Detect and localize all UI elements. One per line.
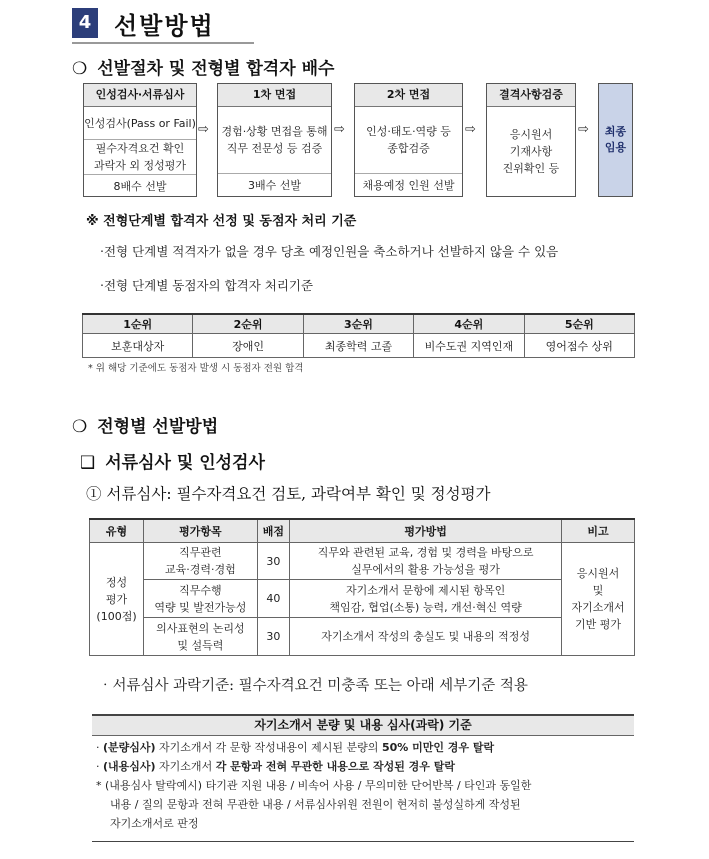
eval-method-cell bbox=[290, 580, 562, 618]
eval-text: 직무관련 bbox=[179, 546, 222, 559]
flow-step-head: 1차 면접 bbox=[218, 84, 331, 107]
rank-header: 5순위 bbox=[524, 314, 634, 334]
eval-text: 직무와 관련된 교육, 경험 및 경력을 바탕으로 bbox=[317, 546, 534, 559]
eval-text: 평가 bbox=[105, 592, 128, 606]
flow-step-verification bbox=[486, 83, 576, 197]
eval-header: 평가방법 bbox=[290, 519, 562, 543]
section-number-badge: 4 bbox=[72, 8, 98, 38]
arrow-right-icon: ⇨ bbox=[465, 122, 476, 137]
eval-text: 및 설득력 bbox=[177, 638, 224, 652]
heading-document-review bbox=[80, 448, 265, 473]
flow-text: 종합검증 bbox=[387, 142, 430, 155]
flow-text: 최종 bbox=[604, 125, 627, 138]
eval-item-cell bbox=[144, 543, 258, 580]
flow-text: 직무 전문성 등 검증 bbox=[226, 142, 323, 155]
rank-value: 장애인 bbox=[193, 334, 303, 358]
criteria-example-line: 자기소개서로 판정 bbox=[110, 817, 199, 830]
flow-step-quota: 3배수 선발 bbox=[248, 179, 301, 192]
evaluation-table bbox=[89, 518, 635, 656]
flow-text: 임용 bbox=[604, 141, 627, 154]
eval-text: 의사표현의 논리성 bbox=[156, 621, 245, 635]
rank-value: 최종학력 고졸 bbox=[303, 334, 413, 358]
eval-score-cell: 30 bbox=[257, 543, 289, 580]
criteria-bottom-rule bbox=[92, 841, 634, 842]
flow-text: 기재사항 bbox=[509, 145, 553, 158]
eval-score-cell: 30 bbox=[257, 618, 289, 656]
eval-text: 직무수행 bbox=[179, 583, 222, 597]
flow-text: 인성검사(Pass or Fail) bbox=[84, 116, 196, 130]
flow-step-head: 2차 면접 bbox=[355, 84, 462, 107]
criteria-example-line: * (내용심사 탈락예시) 타기관 지원 내용 / 비속어 사용 / 무의미한 단어반복 / 타인과 동일한 bbox=[96, 779, 532, 792]
arrow-right-icon: ⇨ bbox=[578, 122, 589, 137]
flow-step-body bbox=[84, 140, 196, 175]
eval-note-cell bbox=[562, 543, 635, 656]
tie-rank-table bbox=[82, 313, 635, 358]
criteria-line-quantity bbox=[92, 738, 634, 757]
eval-text: 기반 평가 bbox=[575, 618, 622, 631]
eval-text: 교육‧경력‧경험 bbox=[164, 563, 236, 576]
note-bullet: ‧전형 단계별 적격자가 없을 경우 당초 예정인원을 축소하거나 선발하지 않을 수 있음 bbox=[100, 244, 559, 259]
flow-step-head: 인성검사‧서류심사 bbox=[84, 84, 196, 107]
criteria-example-line: 내용 / 질의 문항과 전혀 무관한 내용 / 서류심사위원 전원이 현저히 불성실하게 작성된 bbox=[110, 798, 521, 811]
eval-score-cell: 40 bbox=[257, 580, 289, 618]
criteria-text: 50% 미만인 경우 탈락 bbox=[381, 741, 495, 754]
rank-footnote: * 위 해당 기준에도 동점자 발생 시 동점자 전원 합격 bbox=[88, 363, 304, 374]
flow-step-quota: 8배수 선발 bbox=[113, 180, 167, 193]
heading-text: 전형별 선발방법 bbox=[97, 417, 219, 437]
arrow-right-icon: ⇨ bbox=[334, 122, 345, 137]
eval-header: 비고 bbox=[562, 519, 635, 543]
eval-text: 책임감, 협업(소통) 능력, 개선‧혁신 역량 bbox=[329, 600, 522, 614]
eval-text: 응시원서 bbox=[576, 567, 620, 580]
heading-text: 서류심사 및 인성검사 bbox=[105, 453, 265, 473]
heading-selection-method bbox=[72, 412, 218, 437]
cover-letter-criteria-box bbox=[92, 714, 634, 833]
eval-header: 유형 bbox=[90, 519, 144, 543]
flow-text: 경험‧상황 면접을 통해 bbox=[221, 125, 328, 138]
flow-step-head: 결격사항검증 bbox=[487, 84, 575, 107]
flow-text: 필수자격요건 확인 bbox=[95, 142, 185, 155]
section-title: 선발방법 bbox=[114, 12, 215, 40]
rank-value: 보훈대상자 bbox=[83, 334, 193, 358]
flow-step-interview1 bbox=[217, 83, 332, 197]
heading-selection-procedure bbox=[72, 54, 334, 79]
rank-value: 비수도권 지역인재 bbox=[414, 334, 524, 358]
eval-text: 정성 bbox=[105, 575, 128, 589]
eval-item-cell bbox=[144, 618, 258, 656]
criteria-text: (내용심사) bbox=[103, 760, 156, 773]
fail-standard-line: ‧서류심사 과락기준: 필수자격요건 미충족 또는 아래 세부기준 적용 bbox=[98, 678, 528, 694]
rank-header: 3순위 bbox=[303, 314, 413, 334]
rank-header: 2순위 bbox=[193, 314, 303, 334]
circle-bullet-icon: ❍ bbox=[72, 59, 88, 79]
heading-text: 선발절차 및 전형별 합격자 배수 bbox=[97, 59, 335, 79]
eval-method-cell: 자기소개서 작성의 충실도 및 내용의 적정성 bbox=[290, 618, 562, 656]
flow-step-body bbox=[355, 107, 462, 174]
rank-header: 4순위 bbox=[414, 314, 524, 334]
circle-bullet-icon: ❍ bbox=[72, 417, 88, 437]
rank-value: 영어점수 상위 bbox=[524, 334, 634, 358]
flow-text: 과락자 외 정성평가 bbox=[93, 159, 186, 172]
eval-text: 실무에서의 활용 가능성을 평가 bbox=[351, 563, 500, 576]
square-bullet-icon: ❑ bbox=[80, 453, 96, 473]
flow-text: 인성‧태도‧역량 등 bbox=[366, 125, 451, 138]
flow-step-document bbox=[83, 83, 197, 197]
section-title-underline bbox=[72, 42, 254, 44]
eval-type-cell bbox=[90, 543, 144, 656]
criteria-text: · bbox=[96, 741, 103, 754]
flow-text: 응시원서 bbox=[509, 128, 553, 141]
criteria-text: (분량심사) bbox=[103, 741, 156, 754]
flow-step-body bbox=[487, 107, 575, 196]
criteria-line-content bbox=[92, 757, 634, 776]
eval-text: 자기소개서 bbox=[571, 601, 625, 614]
eval-text: 역량 및 발전가능성 bbox=[154, 600, 247, 614]
document-review-subheading: ① 서류심사: 필수자격요건 검토, 과락여부 확인 및 정성평가 bbox=[86, 485, 491, 503]
criteria-text: 자기소개서 bbox=[155, 760, 216, 773]
eval-text: 및 bbox=[592, 584, 604, 597]
flow-step-quota: 채용예정 인원 선발 bbox=[362, 179, 455, 192]
eval-header: 배점 bbox=[257, 519, 289, 543]
criteria-heading: 자기소개서 분량 및 내용 심사(과락) 기준 bbox=[92, 714, 634, 736]
criteria-text: · bbox=[96, 760, 103, 773]
flow-step-interview2 bbox=[354, 83, 463, 197]
rank-header: 1순위 bbox=[83, 314, 193, 334]
eval-header: 평가항목 bbox=[144, 519, 258, 543]
flow-step-body bbox=[84, 107, 196, 140]
note-bullet: ‧전형 단계별 동점자의 합격자 처리기준 bbox=[100, 278, 314, 293]
eval-item-cell bbox=[144, 580, 258, 618]
eval-text: (100점) bbox=[96, 609, 137, 623]
eval-method-cell bbox=[290, 543, 562, 580]
eval-text: 자기소개서 문항에 제시된 항목인 bbox=[345, 583, 506, 597]
flow-text: 진위확인 등 bbox=[502, 162, 560, 175]
flow-step-body bbox=[218, 107, 331, 174]
flow-final-appointment bbox=[598, 83, 633, 197]
tie-rule-heading: ※ 전형단계별 합격자 선정 및 동점자 처리 기준 bbox=[86, 214, 357, 229]
criteria-text: 각 문항과 전혀 무관한 내용으로 작성된 경우 탈락 bbox=[215, 760, 456, 773]
criteria-text: 자기소개서 각 문항 작성내용이 제시된 분량의 bbox=[155, 741, 382, 754]
arrow-right-icon: ⇨ bbox=[198, 122, 209, 137]
